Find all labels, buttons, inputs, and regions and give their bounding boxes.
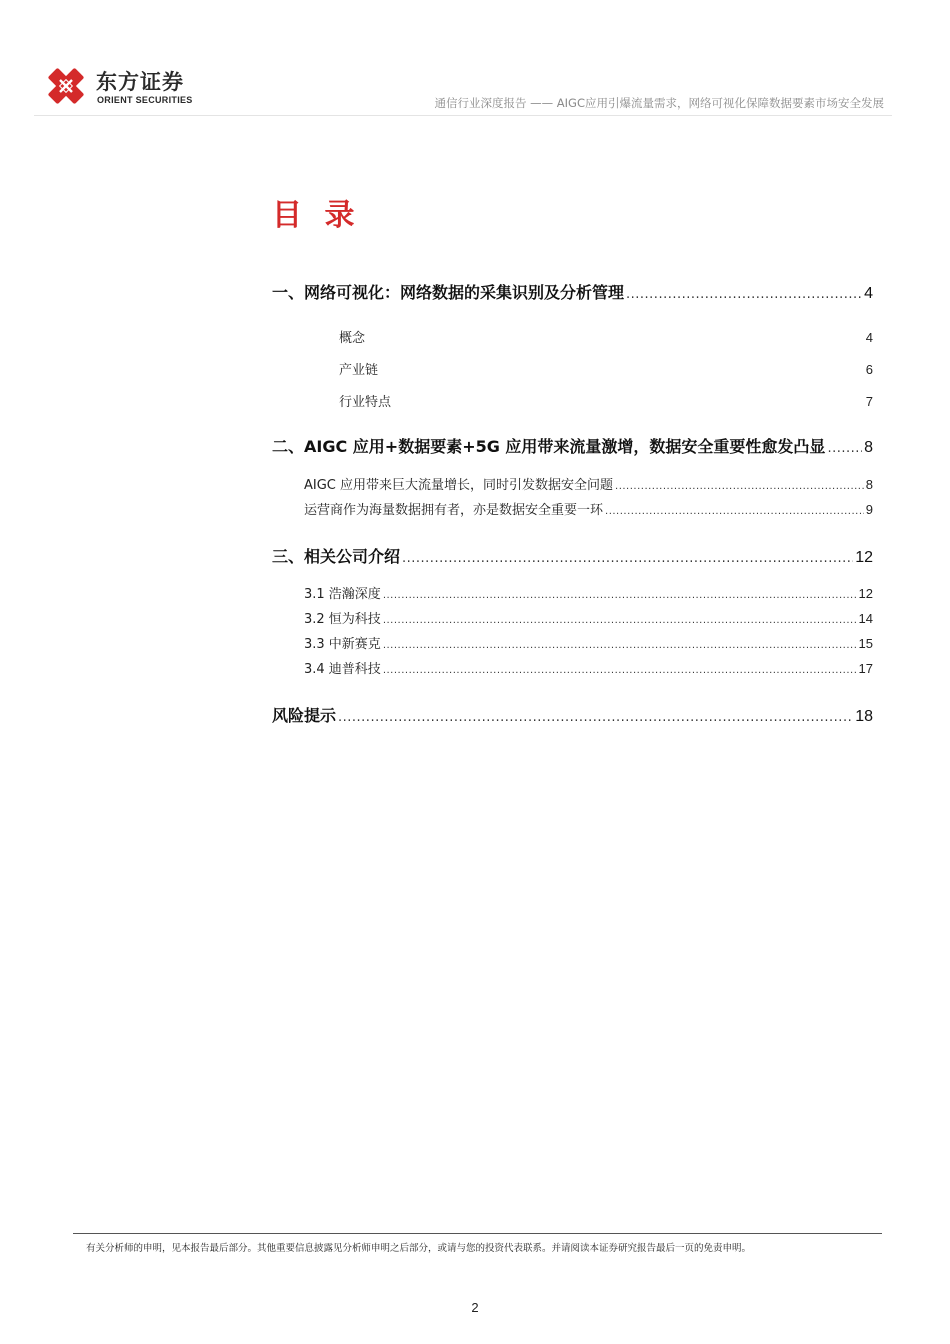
company-logo: [44, 64, 204, 110]
toc-item-hengwei[interactable]: [304, 608, 873, 627]
toc-item-label: 3.2 恒为科技: [304, 612, 381, 627]
toc-page-number: 17: [858, 661, 873, 676]
toc-item-dipu[interactable]: [304, 658, 873, 677]
report-header-title: 通信行业深度报告 —— AIGC应用引爆流量需求，网络可视化保障数据要素市场安全发展: [434, 96, 884, 110]
toc-page-number: 4: [864, 285, 873, 302]
toc-page-number: 8: [864, 439, 873, 456]
header-divider: [34, 115, 892, 116]
toc-page-number: 12: [858, 586, 873, 601]
toc-leader-dots: [383, 615, 857, 626]
toc-section-2[interactable]: [272, 434, 873, 457]
toc-item-label: 3.4 迪普科技: [304, 662, 381, 677]
toc-leader-dots: [626, 287, 862, 302]
toc-section-risk[interactable]: [272, 703, 873, 726]
toc-page-number: 4: [865, 330, 873, 345]
footer-divider: [73, 1233, 882, 1234]
toc-section-label: 风险提示: [272, 706, 337, 725]
toc-section-1[interactable]: [272, 280, 873, 303]
toc-leader-dots: [383, 590, 857, 601]
toc-page-number: 18: [855, 708, 873, 725]
toc-title: 目 录: [272, 198, 361, 233]
page-number: 2: [471, 1300, 479, 1315]
toc-section-label: 二、AIGC 应用+数据要素+5G 应用带来流量激增，数据安全重要性愈发凸显: [272, 437, 826, 456]
toc-leader-dots: [402, 551, 853, 566]
toc-page-number: 14: [858, 611, 873, 626]
toc-page-number: 12: [855, 549, 873, 566]
logo-english-name: ORIENT SECURITIES: [97, 95, 193, 105]
toc-leader-dots: [827, 441, 862, 456]
toc-item-label: 概念: [339, 331, 366, 346]
toc-item-label: AIGC 应用带来巨大流量增长，同时引发数据安全问题: [304, 478, 614, 493]
toc-item-label: 行业特点: [339, 395, 392, 410]
toc-item-concept[interactable]: [339, 327, 873, 346]
toc-leader-dots: [383, 640, 857, 651]
toc-item-label: 3.1 浩瀚深度: [304, 587, 381, 602]
toc-leader-dots: [605, 506, 864, 517]
toc-page-number: 7: [865, 394, 873, 409]
toc-page-number: 8: [865, 477, 873, 492]
toc-section-label: 三、相关公司介绍: [272, 547, 401, 566]
toc-item-aigc-traffic[interactable]: [304, 474, 873, 493]
toc-section-3[interactable]: [272, 544, 873, 567]
orient-securities-logo-icon: [44, 64, 88, 108]
toc-leader-dots: [383, 665, 857, 676]
toc-page-number: 6: [865, 362, 873, 377]
toc-item-operators[interactable]: [304, 499, 873, 518]
toc-item-haohan[interactable]: [304, 583, 873, 602]
toc-item-industry-features[interactable]: [339, 391, 873, 410]
toc-item-zhongxin[interactable]: [304, 633, 873, 652]
toc-section-label: 一、网络可视化：网络数据的采集识别及分析管理: [272, 283, 625, 302]
toc-item-label: 运营商作为海量数据拥有者，亦是数据安全重要一环: [304, 503, 604, 518]
footer-disclaimer: 有关分析师的申明，见本报告最后部分。其他重要信息披露见分析师申明之后部分，或请与您的投资代表联系。并请阅读本证券研究报告最后一页的免责申明。: [86, 1243, 752, 1254]
toc-item-industry-chain[interactable]: [339, 359, 873, 378]
toc-leader-dots: [338, 710, 853, 725]
toc-leader-dots: [615, 481, 864, 492]
toc-page-number: 15: [858, 636, 873, 651]
toc-item-label: 产业链: [339, 363, 379, 378]
toc-item-label: 3.3 中新赛克: [304, 637, 381, 652]
logo-chinese-name: 东方证券: [96, 70, 184, 94]
toc-page-number: 9: [865, 502, 873, 517]
